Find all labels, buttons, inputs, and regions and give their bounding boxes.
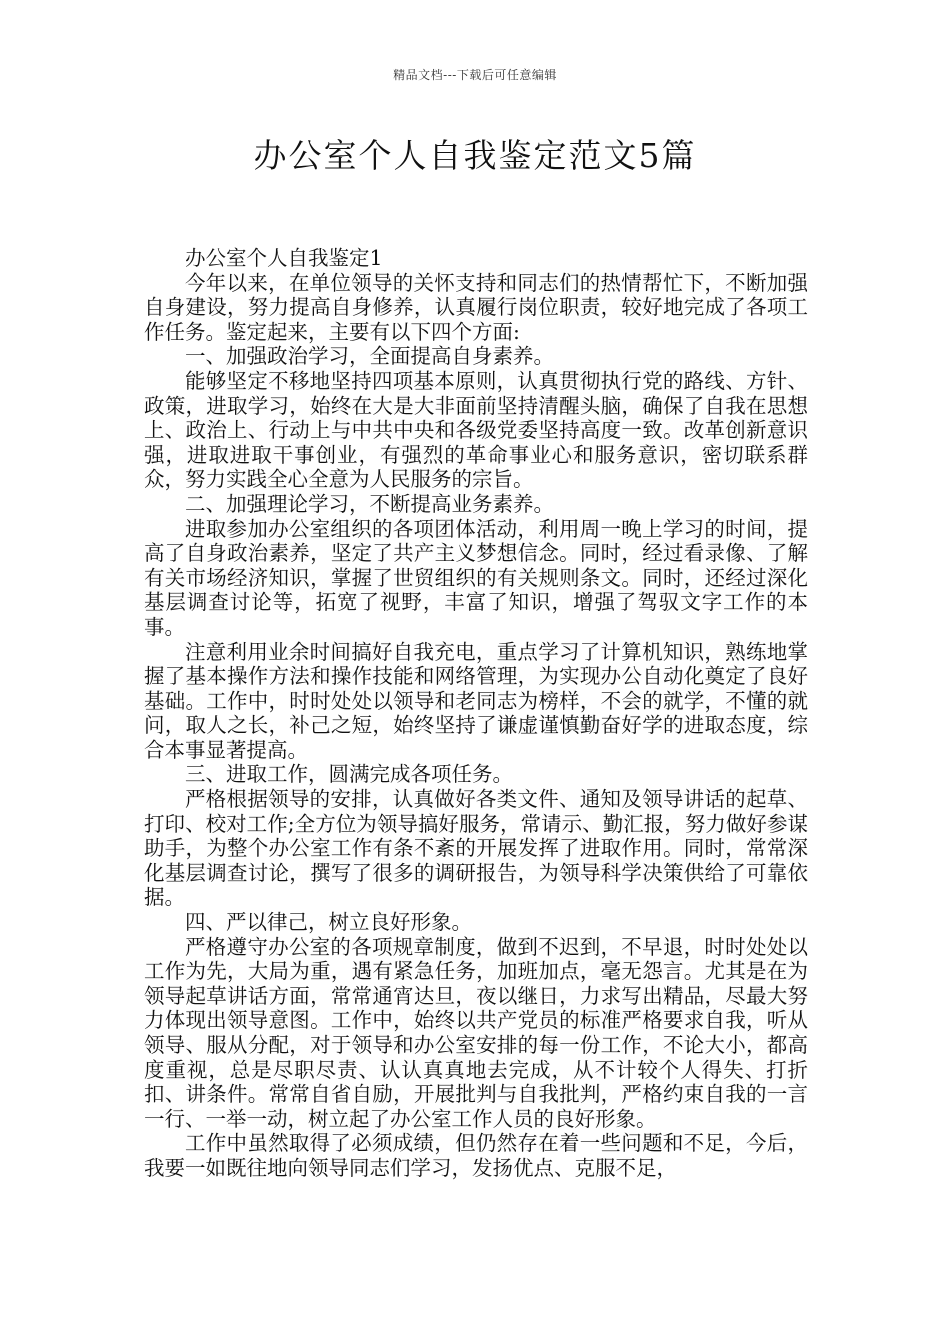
document-body bbox=[144, 246, 808, 1181]
section-heading: 三、进取工作，圆满完成各项任务。 bbox=[185, 762, 513, 787]
section-heading: 四、严以律己，树立良好形象。 bbox=[185, 910, 472, 935]
header-note: 精品文档---下载后可任意编辑 bbox=[393, 68, 557, 82]
paragraph-subtitle: 办公室个人自我鉴定1 bbox=[185, 246, 383, 270]
paragraph: 能够坚定不移地坚持四项基本原则，认真贯彻执行党的路线、方针、政策，进取学习，始终在大是大非面前坚持清醒头脑，确保了自我在思想上、政治上、行动上与中共中央和各级党委坚持高度一致。改革创新意识强，进取进取干事创业，有强烈的革命事业心和服务意识，密切联系群众，努力实践全心全意为人民服务的宗旨。 bbox=[144, 368, 808, 492]
paragraph: 今年以来，在单位领导的关怀支持和同志们的热情帮忙下，不断加强自身建设，努力提高自身修养，认真履行岗位职责，较好地完成了各项工作任务。鉴定起来，主要有以下四个方面: bbox=[144, 270, 808, 344]
paragraph: 严格遵守办公室的各项规章制度，做到不迟到，不早退，时时处处以工作为先，大局为重，遇有紧急任务，加班加点，毫无怨言。尤其是在为领导起草讲话方面，常常通宵达旦，夜以继日，力求写出精品，尽最大努力体现出领导意图。工作中，始终以共产党员的标准严格要求自我，听从领导、服从分配，对于领导和办公室安排的每一份工作，不论大小，都高度重视，总是尽职尽责、认认真真地去完成，从不计较个人得失、打折扣、讲条件。常常自省自励，开展批判与自我批判，严格约束自我的一言一行、一举一动，树立起了办公室工作人员的良好形象。 bbox=[144, 934, 808, 1131]
document-title: 办公室个人自我鉴定范文5篇 bbox=[253, 136, 697, 175]
paragraph: 进取参加办公室组织的各项团体活动，利用周一晚上学习的时间，提高了自身政治素养，坚定了共产主义梦想信念。同时，经过看录像、了解有关市场经济知识，掌握了世贸组织的有关规则条文。同时，还经过深化基层调查讨论等，拓宽了视野，丰富了知识，增强了驾驭文字工作的本事。 bbox=[144, 516, 808, 639]
paragraph: 工作中虽然取得了必须成绩，但仍然存在着一些问题和不足，今后，我要一如既往地向领导同志们学习，发扬优点、克服不足， bbox=[144, 1131, 808, 1180]
section-heading: 二、加强理论学习，不断提高业务素养。 bbox=[185, 491, 554, 516]
paragraph: 严格根据领导的安排，认真做好各类文件、通知及领导讲话的起草、打印、校对工作;全方位为领导搞好服务，常请示、勤汇报，努力做好参谋助手，为整个办公室工作有条不紊的开展发挥了进取作用。同时，常常深化基层调查讨论，撰写了很多的调研报告，为领导科学决策供给了可靠依据。 bbox=[144, 787, 808, 910]
section-heading: 一、加强政治学习，全面提高自身素养。 bbox=[185, 344, 554, 369]
paragraph: 注意利用业余时间搞好自我充电，重点学习了计算机知识，熟练地掌握了基本操作方法和操作技能和网络管理，为实现办公自动化奠定了良好基础。工作中，时时处处以领导和老同志为榜样，不会的就学，不懂的就问，取人之长，补己之短，始终坚持了谦虚谨慎勤奋好学的进取态度，综合本事显著提高。 bbox=[144, 639, 808, 762]
